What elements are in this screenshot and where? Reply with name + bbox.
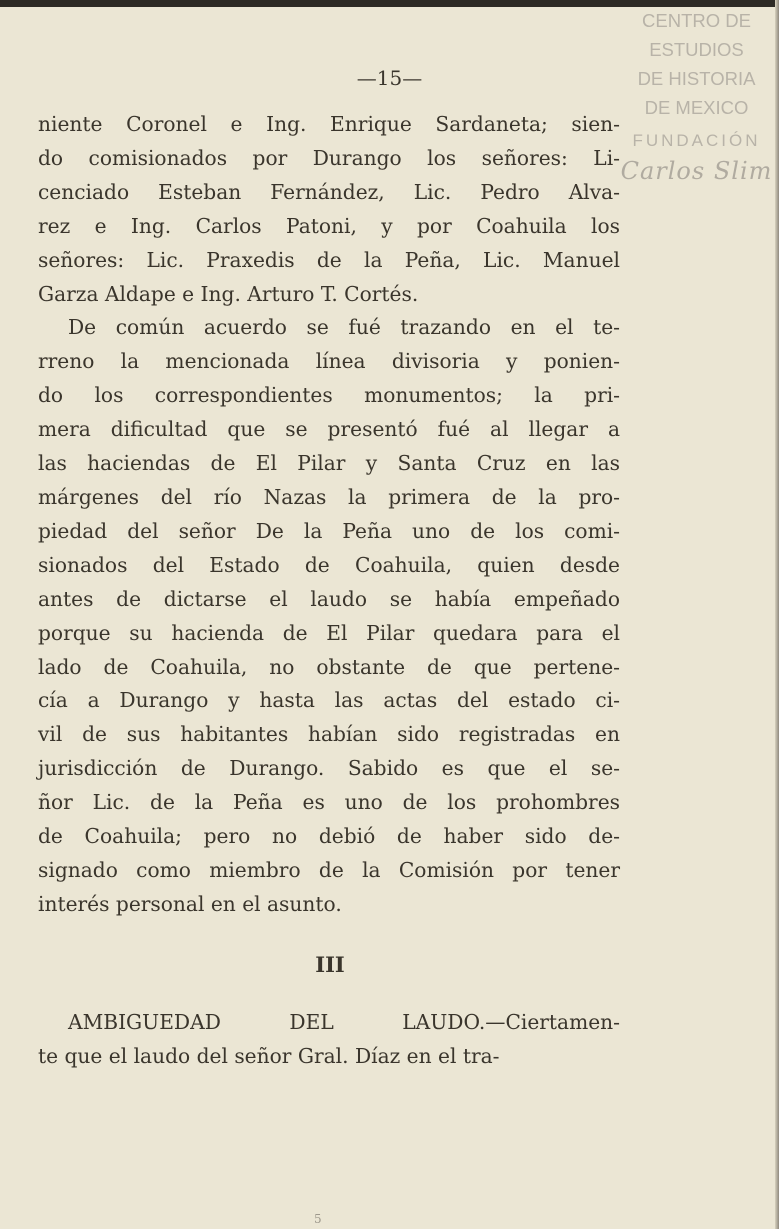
- body-text: [38, 108, 620, 922]
- watermark-line: DE MEXICO: [644, 97, 749, 118]
- section-paragraph: [38, 1005, 620, 1073]
- text-line: cía a Durango y hasta las actas del estado ci-: [38, 688, 620, 713]
- section-first-line: [38, 1005, 620, 1039]
- text-line: interés personal en el asunto.: [38, 891, 342, 916]
- text-line: niente Coronel e Ing. Enrique Sardaneta; sien-: [38, 112, 620, 136]
- text-line: jurisdicción de Durango. Sabido es que el se-: [38, 756, 620, 781]
- text-line: antes de dictarse el laudo se había empeñado: [38, 586, 620, 611]
- page-number: —15—: [356, 66, 423, 90]
- watermark-line: ESTUDIOS: [649, 39, 744, 60]
- text-line: de Coahuila; pero no debió de haber sido de-: [38, 824, 620, 849]
- paragraph-2: [38, 311, 620, 921]
- text-line: cenciado Esteban Fernández, Lic. Pedro Alva-: [38, 179, 620, 204]
- text-line: Garza Aldape e Ing. Arturo T. Cortés.: [38, 281, 419, 306]
- text-line: do los correspondientes monumentos; la pri-: [38, 383, 620, 408]
- text-line: signado como miembro de la Comisión por tener: [38, 857, 620, 882]
- text-line: lado de Coahuila, no obstante de que pertene-: [38, 654, 620, 679]
- section-heading: AMBIGUEDAD DEL LAUDO.: [68, 1010, 486, 1034]
- text-line: rreno la mencionada línea divisoria y ponien-: [38, 349, 620, 374]
- text-line: piedad del señor De la Peña uno de los comi-: [38, 518, 620, 543]
- text-line: do comisionados por Durango los señores: Li-: [38, 145, 620, 170]
- text-line: mera dificultad que se presentó fué al llegar a: [38, 417, 620, 442]
- section-number: III: [315, 952, 345, 977]
- watermark-foundation: FUNDACIÓN: [632, 131, 761, 150]
- watermark-signature: Carlos Slim: [620, 157, 773, 185]
- text-line: te que el laudo del señor Gral. Díaz en el tra-: [38, 1044, 500, 1068]
- watermark-line: CENTRO DE: [642, 10, 751, 31]
- footer-mark: 5: [314, 1212, 322, 1226]
- text-line: márgenes del río Nazas la primera de la pro-: [38, 484, 620, 509]
- archive-watermark: [614, 6, 779, 186]
- text-line: señores: Lic. Praxedis de la Peña, Lic. Manuel: [38, 247, 620, 272]
- watermark-line: DE HISTORIA: [637, 68, 756, 89]
- paragraph-1: [38, 108, 620, 311]
- text-line: rez e Ing. Carlos Patoni, y por Coahuila los: [38, 213, 620, 238]
- text-line: De común acuerdo se fué trazando en el te-: [68, 315, 620, 340]
- text-line: sionados del Estado de Coahuila, quien desde: [38, 552, 620, 577]
- text-line: vil de sus habitantes habían sido registradas en: [38, 722, 620, 747]
- text-line: ñor Lic. de la Peña es uno de los prohombres: [38, 790, 620, 815]
- text-line: las haciendas de El Pilar y Santa Cruz en las: [38, 451, 620, 476]
- text-line: porque su hacienda de El Pilar quedara para el: [38, 620, 620, 645]
- section-line-continuation: —Ciertamen-: [485, 1010, 620, 1034]
